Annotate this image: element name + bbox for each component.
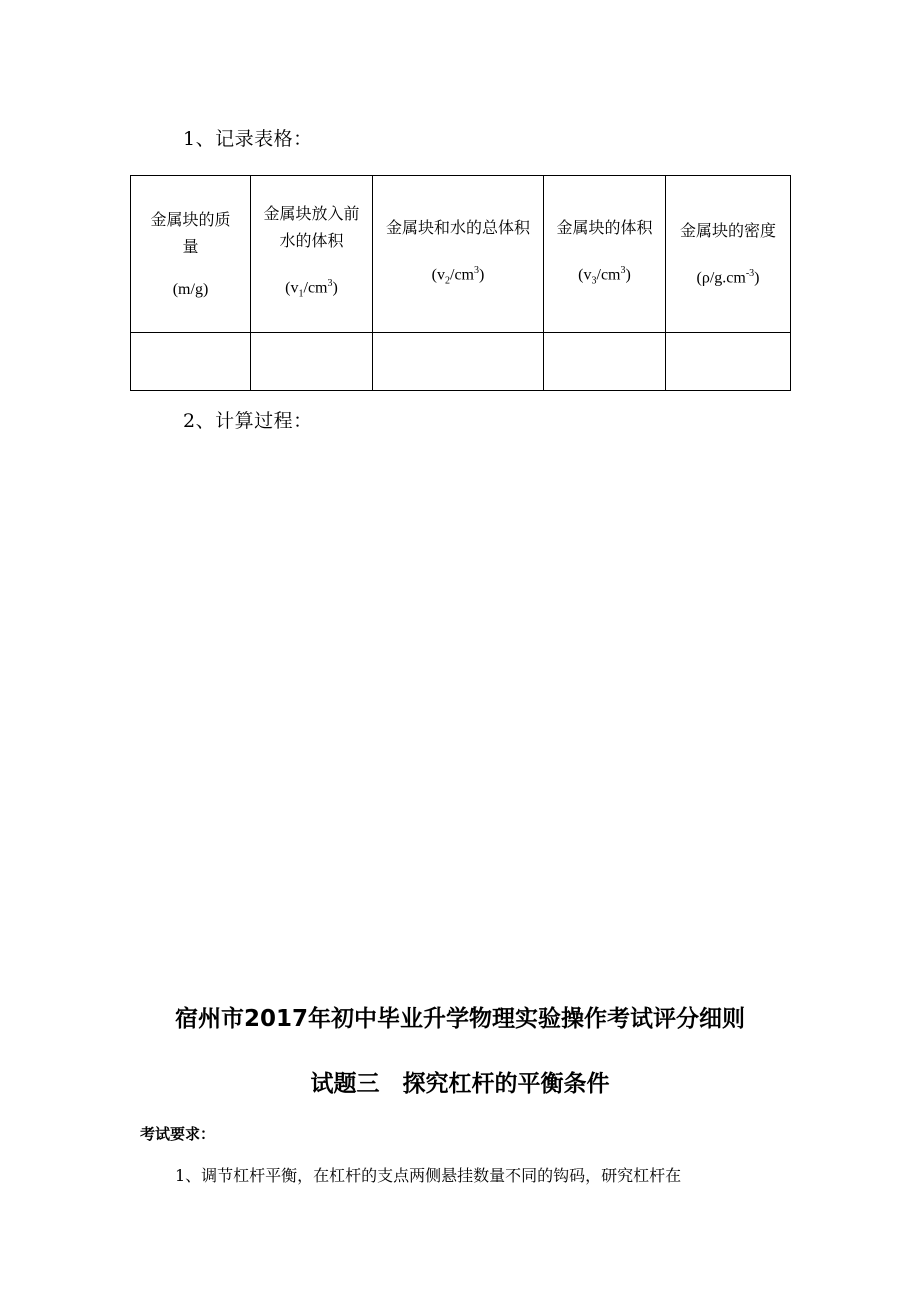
- table-cell[interactable]: [131, 333, 251, 391]
- table-row: [131, 333, 791, 391]
- header-total-volume: [373, 176, 544, 333]
- header-mass: [131, 176, 251, 333]
- header-mass-label: 金属块的质量: [150, 209, 231, 256]
- header-mass-unit: (m/g): [172, 280, 209, 298]
- requirement-1: 1、调节杠杆平衡，在杠杆的支点两侧悬挂数量不同的钩码，研究杠杆在: [175, 1166, 682, 1185]
- section-2-heading: 2、计算过程：: [183, 410, 313, 432]
- requirements-label: 考试要求：: [140, 1125, 216, 1143]
- header-block-volume-label: 金属块的体积: [556, 217, 653, 237]
- header-block-volume: [544, 176, 666, 333]
- table-cell[interactable]: [544, 333, 666, 391]
- section-1-heading: 1、记录表格：: [183, 128, 313, 150]
- table-header-row: [131, 176, 791, 333]
- header-total-volume-label: 金属块和水的总体积: [385, 217, 530, 237]
- header-total-volume-unit: $(v_2/cm^3)$: [431, 264, 485, 287]
- record-table: [130, 175, 791, 391]
- header-block-volume-unit: $(v_3/cm^3)$: [578, 264, 631, 287]
- table-cell[interactable]: [666, 333, 791, 391]
- header-initial-water-volume-label-1: 金属块放入前: [263, 204, 360, 224]
- header-initial-water-volume-label-2: 水的体积: [279, 231, 344, 251]
- header-density-label: 金属块的密度: [679, 220, 776, 240]
- sub-title: 试题三 探究杠杆的平衡条件: [310, 1071, 610, 1097]
- header-initial-water-volume-unit: $(v_1/cm^3)$: [285, 278, 338, 300]
- table-cell[interactable]: [251, 333, 373, 391]
- table-cell[interactable]: [373, 333, 544, 391]
- header-initial-water-volume: [251, 176, 373, 333]
- header-density: [666, 176, 791, 333]
- main-title: 宿州市2017年初中毕业升学物理实验操作考试评分细则: [174, 1006, 745, 1032]
- header-density-unit: $(\rho/g.cm^{-3})$: [696, 267, 760, 287]
